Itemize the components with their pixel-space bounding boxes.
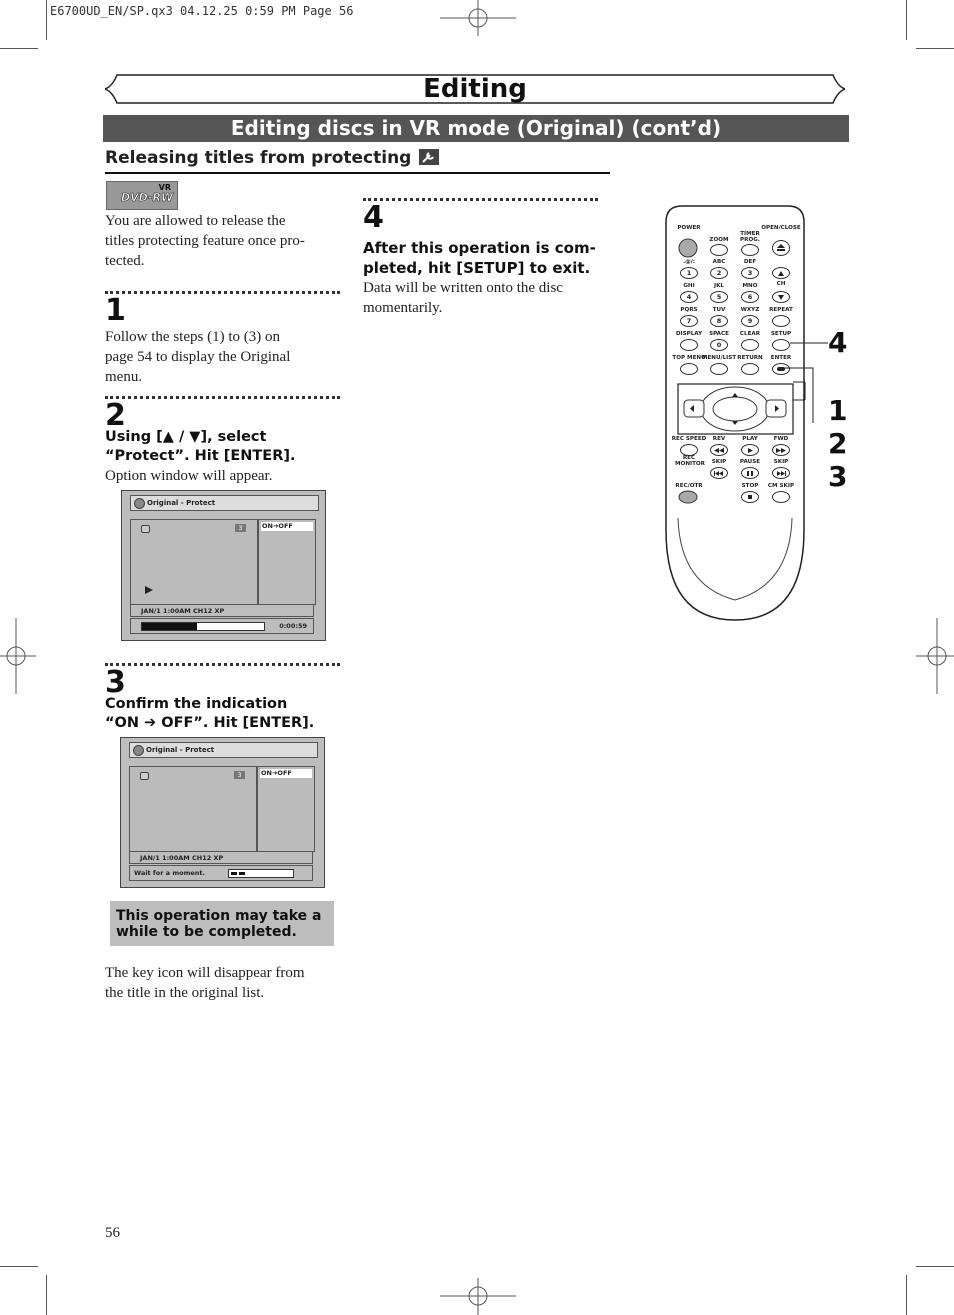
display-button[interactable] — [680, 339, 698, 351]
step-1-text — [105, 327, 341, 387]
option-window — [257, 766, 315, 852]
step-line: page 54 to display the Original — [105, 349, 291, 365]
step-line: menu. — [105, 369, 143, 385]
key-icon — [141, 525, 150, 533]
elapsed-time: 0:00:59 — [279, 622, 307, 630]
key-label: WXYZ — [740, 307, 760, 313]
repeat-label: REPEAT — [769, 307, 793, 313]
key-label: JKL — [714, 283, 724, 289]
disc-icon — [133, 745, 144, 756]
return-button[interactable] — [741, 363, 759, 375]
wait-row — [129, 865, 313, 881]
closing-line: The key icon will disappear from — [105, 965, 305, 981]
fwd-label: FWD — [773, 436, 789, 442]
skip-back-label: SKIP — [711, 459, 727, 465]
protect-screen-1 — [121, 490, 326, 641]
power-button[interactable] — [680, 240, 698, 258]
closing-line: the title in the original list. — [105, 985, 265, 1001]
subsection-title: Releasing titles from protecting — [105, 148, 412, 168]
key-label: ABC — [712, 259, 726, 265]
play-label: PLAY — [742, 436, 758, 442]
section-title: Editing discs in VR mode (Original) (cont’d) — [103, 115, 849, 142]
menu-list-label: MENU/LIST — [701, 355, 737, 361]
key-0-button[interactable]: 0 — [710, 339, 728, 351]
key-label: GHI — [683, 283, 695, 289]
step-instruction: Using [▲ / ▼], select — [105, 429, 267, 445]
top-menu-button[interactable] — [680, 363, 698, 375]
step-2-number: 2 — [105, 398, 126, 433]
chapter-banner — [105, 73, 845, 105]
progress-bar — [141, 622, 265, 631]
space-label: SPACE — [709, 331, 729, 337]
disc-icon — [134, 498, 145, 509]
intro-line: You are allowed to release the — [105, 213, 286, 229]
wrench-icon — [419, 149, 439, 165]
intro-line: titles protecting feature once pro- — [105, 233, 305, 249]
timer-prog-label: TIMER PROG. — [740, 231, 760, 243]
skip-forward-button[interactable] — [772, 467, 790, 479]
key-4-button[interactable]: 4 — [680, 291, 698, 303]
intro-text — [105, 211, 341, 271]
skip-back-button[interactable] — [710, 467, 728, 479]
page-number: 56 — [105, 1225, 120, 1241]
step-instruction: “Protect”. Hit [ENTER]. — [105, 448, 296, 464]
step-2-text — [105, 428, 345, 486]
busy-indicator — [228, 869, 294, 878]
stop-button[interactable] — [741, 491, 759, 503]
rec-speed-label: REC SPEED — [671, 436, 707, 442]
rev-label: REV — [712, 436, 726, 442]
closing-text — [105, 963, 345, 1003]
rev-button[interactable] — [710, 444, 728, 456]
key-label: DEF — [743, 259, 757, 265]
registration-mark-bottom — [440, 1278, 516, 1315]
option-on-off: ON➔OFF — [261, 522, 313, 531]
screen-title: Original - Protect — [147, 499, 216, 507]
repeat-button[interactable] — [772, 315, 790, 327]
badge-dvd-rw-label: DVD-RW — [121, 191, 174, 204]
step-divider — [105, 291, 340, 294]
option-on-off: ON➔OFF — [260, 769, 312, 778]
ch-label: CH — [776, 281, 786, 287]
step-instruction: After this operation is com- — [363, 239, 596, 257]
screen-title: Original - Protect — [146, 746, 215, 754]
step-4-number: 4 — [363, 200, 384, 235]
menu-list-button[interactable] — [710, 363, 728, 375]
step-divider — [105, 663, 340, 666]
print-header: E6700UD_EN/SP.qx3 04.12.25 0:59 PM Page 56 — [50, 4, 354, 18]
enter-label: ENTER — [770, 355, 792, 361]
title-count: 3 — [235, 524, 246, 532]
key-2-button[interactable]: 2 — [710, 267, 728, 279]
registration-mark-top — [440, 0, 516, 40]
key-3-button[interactable]: 3 — [741, 267, 759, 279]
dvd-rw-vr-badge — [106, 181, 178, 210]
open-close-label: OPEN/CLOSE — [761, 225, 801, 231]
callout-leaders — [780, 335, 830, 435]
stop-label: STOP — [741, 483, 759, 489]
title-info: JAN/1 1:00AM CH12 XP — [129, 851, 313, 864]
ch-down-button[interactable] — [772, 291, 790, 303]
key-label: MNO — [742, 283, 758, 289]
subsection-heading — [105, 146, 610, 174]
badge-vr-label: VR — [158, 183, 171, 192]
note-line: while to be completed. — [116, 924, 297, 940]
step-4-text — [363, 238, 613, 318]
clear-label: CLEAR — [739, 331, 761, 337]
pause-label: PAUSE — [739, 459, 761, 465]
key-icon — [140, 772, 149, 780]
protect-screen-2 — [120, 737, 325, 888]
note-line: This operation may take a — [116, 908, 322, 924]
setup-label: SETUP — [770, 331, 792, 337]
registration-mark-left — [0, 618, 36, 694]
callout-step-3: 3 — [828, 460, 848, 493]
ch-up-button[interactable] — [772, 267, 790, 279]
note-box — [110, 901, 334, 946]
cm-skip-label: CM SKIP — [767, 483, 795, 489]
key-5-button[interactable]: 5 — [710, 291, 728, 303]
cm-skip-button[interactable] — [772, 491, 790, 503]
option-window — [258, 519, 316, 605]
step-1-number: 1 — [105, 293, 126, 328]
return-label: RETURN — [737, 355, 763, 361]
step-instruction: Confirm the indication — [105, 696, 288, 712]
open-close-button[interactable] — [772, 240, 790, 256]
key-label: TUV — [712, 307, 726, 313]
key-9-button[interactable]: 9 — [741, 315, 759, 327]
play-arrow-icon — [145, 586, 153, 594]
title-list — [129, 766, 257, 852]
power-label: POWER — [677, 225, 701, 231]
intro-line: tected. — [105, 253, 145, 269]
progress-row — [130, 618, 314, 634]
top-menu-label: TOP MENU — [672, 355, 706, 361]
key-label: PQRS — [680, 307, 698, 313]
key-label: .@/: — [683, 259, 695, 265]
callout-step-4: 4 — [828, 326, 848, 359]
title-info: JAN/1 1:00AM CH12 XP — [130, 604, 314, 617]
step-3-text — [105, 695, 345, 733]
step-3-number: 3 — [105, 665, 126, 700]
clear-button[interactable] — [741, 339, 759, 351]
title-count: 3 — [234, 771, 245, 779]
key-7-button[interactable]: 7 — [680, 315, 698, 327]
step-divider — [363, 198, 598, 201]
step-line: momentarily. — [363, 300, 443, 316]
title-list — [130, 519, 258, 605]
screen-title-bar — [130, 495, 319, 511]
zoom-label: ZOOM — [709, 237, 729, 243]
step-line: Data will be written onto the disc — [363, 280, 563, 296]
registration-mark-right — [916, 618, 954, 694]
key-8-button[interactable]: 8 — [710, 315, 728, 327]
step-line: Option window will appear. — [105, 468, 273, 484]
play-button[interactable] — [741, 444, 759, 456]
timer-prog-button[interactable] — [741, 244, 759, 256]
wait-message: Wait for a moment. — [134, 869, 205, 877]
key-1-button[interactable]: 1 — [680, 267, 698, 279]
callout-step-1: 1 — [828, 394, 848, 427]
callout-step-2: 2 — [828, 427, 848, 460]
step-instruction: pleted, hit [SETUP] to exit. — [363, 259, 591, 277]
fwd-button[interactable] — [772, 444, 790, 456]
rec-otr-label: REC/OTR — [675, 483, 703, 489]
rec-otr-button[interactable] — [680, 491, 698, 503]
zoom-button[interactable] — [710, 244, 728, 256]
key-6-button[interactable]: 6 — [741, 291, 759, 303]
step-line: Follow the steps (1) to (3) on — [105, 329, 280, 345]
step-instruction: “ON ➔ OFF”. Hit [ENTER]. — [105, 715, 315, 731]
step-divider — [105, 396, 340, 399]
rec-monitor-label: REC MONITOR — [675, 455, 705, 467]
display-label: DISPLAY — [675, 331, 703, 337]
screen-title-bar — [129, 742, 318, 758]
chapter-title: Editing — [423, 74, 527, 104]
pause-button[interactable] — [741, 467, 759, 479]
progress-fill — [142, 623, 197, 630]
skip-forward-label: SKIP — [773, 459, 789, 465]
